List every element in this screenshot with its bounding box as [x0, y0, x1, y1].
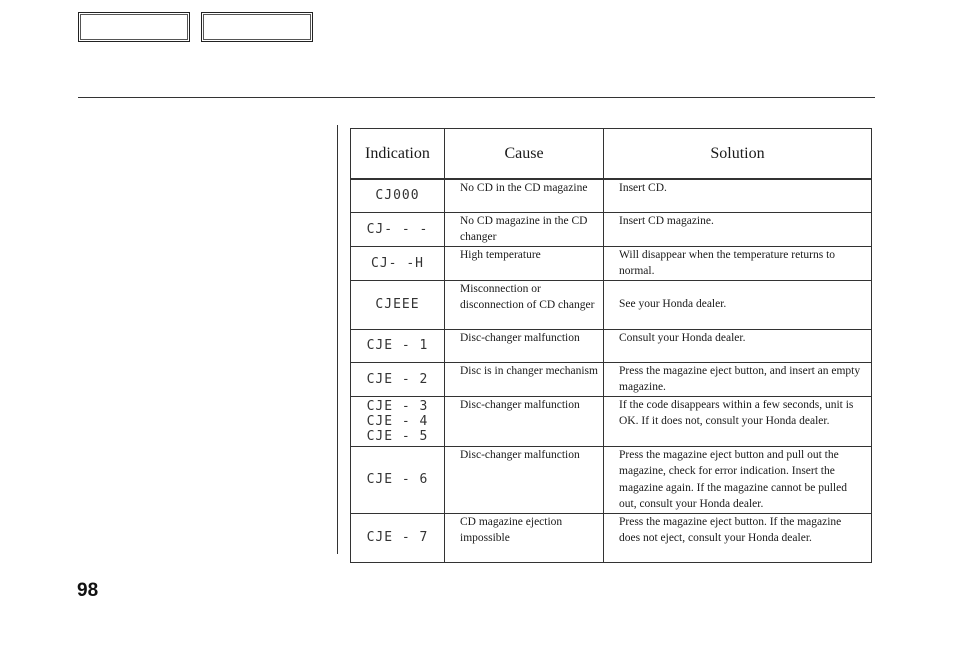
nav-button-next[interactable] [201, 12, 313, 42]
table-row [351, 513, 872, 562]
solution-cell: Press the magazine eject button. If the magazine does not eject, consult your Honda dealer. [604, 513, 872, 562]
cause-cell: Disc-changer malfunction [445, 396, 604, 446]
solution-cell: Insert CD magazine. [604, 212, 872, 246]
header-indication: Indication [351, 129, 445, 180]
nav-button-previous[interactable] [78, 12, 190, 42]
header-solution: Solution [604, 129, 872, 180]
table-row [351, 396, 872, 446]
cause-cell: Disc is in changer mechanism [445, 362, 604, 396]
cause-cell: Disc-changer malfunction [445, 446, 604, 513]
indication-code: CJ- -H [351, 246, 445, 280]
cause-cell: Misconnection or disconnection of CD changer [445, 280, 604, 329]
indication-code: CJ- - - [351, 212, 445, 246]
table-header-row [351, 129, 872, 180]
indication-code: CJE - 7 [351, 513, 445, 562]
table-row [351, 329, 872, 362]
table-row [351, 446, 872, 513]
cause-cell: No CD magazine in the CD changer [445, 212, 604, 246]
table-row [351, 212, 872, 246]
solution-cell: Consult your Honda dealer. [604, 329, 872, 362]
table-row [351, 280, 872, 329]
section-bar [337, 125, 338, 554]
indication-code: CJE - 1 [351, 329, 445, 362]
solution-cell: Press the magazine eject button, and insert an empty magazine. [604, 362, 872, 396]
indication-code: CJ000 [351, 179, 445, 212]
cause-cell: No CD in the CD magazine [445, 179, 604, 212]
indication-code: CJE - 3 CJE - 4 CJE - 5 [351, 396, 445, 446]
table-row [351, 362, 872, 396]
solution-cell: Insert CD. [604, 179, 872, 212]
solution-cell: Will disappear when the temperature returns to normal. [604, 246, 872, 280]
indication-code: CJE - 2 [351, 362, 445, 396]
table-row [351, 246, 872, 280]
page-number: 98 [77, 580, 99, 601]
indication-code: CJE - 6 [351, 446, 445, 513]
cause-cell: High temperature [445, 246, 604, 280]
header-rule [78, 97, 875, 98]
solution-cell: See your Honda dealer. [604, 280, 872, 329]
solution-cell: If the code disappears within a few seconds, unit is OK. If it does not, consult your Honda dealer. [604, 396, 872, 446]
indication-code: CJEEE [351, 280, 445, 329]
troubleshooting-table [350, 128, 872, 563]
solution-cell: Press the magazine eject button and pull out the magazine, check for error indication. Insert the magazine again. If the magazine cannot be pulled out, consult your Honda dealer. [604, 446, 872, 513]
cause-cell: Disc-changer malfunction [445, 329, 604, 362]
cause-cell: CD magazine ejection impossible [445, 513, 604, 562]
table-row [351, 179, 872, 212]
header-cause: Cause [445, 129, 604, 180]
